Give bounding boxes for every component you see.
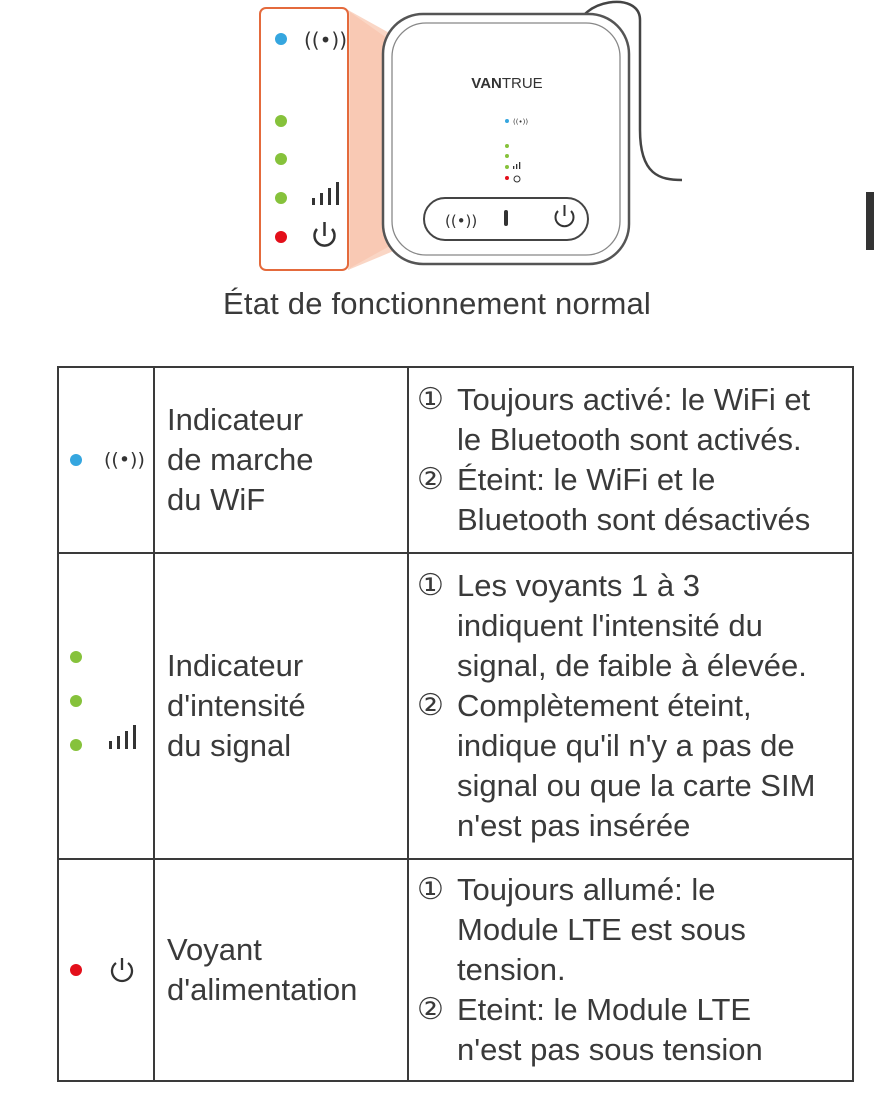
callout-signal-led — [275, 192, 287, 204]
indicator-name-line: Indicateur — [167, 648, 304, 683]
table-row-signal — [58, 553, 853, 859]
brand-logo: VANTRUE — [471, 75, 543, 92]
led-icon-cell — [58, 367, 154, 553]
description-line: Eteint: le Module LTE — [457, 992, 752, 1027]
power-icon — [108, 956, 136, 984]
indicator-name-line: de marche — [167, 442, 314, 477]
device-illustration — [0, 0, 874, 280]
signal-led — [70, 695, 82, 707]
callout-wifi-led — [275, 33, 287, 45]
description-line: Module LTE est sous — [457, 912, 746, 947]
led-indicator-table — [57, 366, 854, 1082]
description-line: le Bluetooth sont activés. — [457, 422, 802, 457]
description-item — [417, 566, 848, 686]
callout-signal-led — [275, 115, 287, 127]
led-icon-cell — [58, 859, 154, 1081]
description-line: signal, de faible à élevée. — [457, 648, 807, 683]
indicator-name-cell — [154, 859, 408, 1081]
indicator-name-cell — [154, 367, 408, 553]
item-number: ② — [417, 463, 444, 496]
description-line: Bluetooth sont désactivés — [457, 502, 811, 537]
description-line: Toujours activé: le WiFi et — [457, 382, 811, 417]
table-row-power — [58, 859, 853, 1081]
description-line: signal ou que la carte SIM — [457, 768, 816, 803]
description-item — [417, 686, 848, 846]
signal-led — [70, 739, 82, 751]
description-line: n'est pas insérée — [457, 808, 691, 843]
signal-led — [70, 651, 82, 663]
signal-bars-icon — [107, 725, 139, 751]
svg-text:((•)): ((•)) — [513, 118, 529, 126]
indicator-name-line: Voyant — [167, 932, 262, 967]
indicator-name-line: Indicateur — [167, 402, 304, 437]
power-led — [70, 964, 82, 976]
description-line: Les voyants 1 à 3 — [457, 568, 700, 603]
description-line: Complètement éteint, — [457, 688, 752, 723]
description-item — [417, 380, 848, 460]
indicator-description-cell — [408, 367, 853, 553]
item-number: ① — [417, 569, 444, 602]
item-number: ① — [417, 873, 444, 906]
table-row-wifi — [58, 367, 853, 553]
description-line: Éteint: le WiFi et le — [457, 462, 716, 497]
description-item — [417, 870, 848, 990]
indicator-description-cell — [408, 859, 853, 1081]
wifi-button-icon: ((•)) — [445, 212, 478, 230]
indicator-name-line: du WiF — [167, 482, 266, 517]
wifi-broadcast-icon: ((•)) — [104, 449, 145, 471]
description-line: tension. — [457, 952, 566, 987]
description-line: indiquent l'intensité du — [457, 608, 763, 643]
figure-caption: État de fonctionnement normal — [223, 286, 651, 321]
item-number: ① — [417, 383, 444, 416]
description-item — [417, 460, 848, 540]
callout-signal-led — [275, 153, 287, 165]
item-number: ② — [417, 689, 444, 722]
description-line: n'est pas sous tension — [457, 1032, 763, 1067]
indicator-name-line: du signal — [167, 728, 292, 763]
callout-power-led — [275, 231, 287, 243]
indicator-name-line: d'intensité — [167, 688, 306, 723]
indicator-name-cell — [154, 553, 408, 859]
led-icon-cell — [58, 553, 154, 859]
indicator-name-line: d'alimentation — [167, 972, 358, 1007]
wifi-led — [70, 454, 82, 466]
description-line: indique qu'il n'y a pas de — [457, 728, 795, 763]
description-line: Toujours allumé: le — [457, 872, 716, 907]
item-number: ② — [417, 993, 444, 1026]
page-edge-marker — [866, 192, 874, 250]
indicator-description-cell — [408, 553, 853, 859]
description-item — [417, 990, 848, 1070]
wifi-broadcast-icon: ((•)) — [304, 28, 348, 52]
